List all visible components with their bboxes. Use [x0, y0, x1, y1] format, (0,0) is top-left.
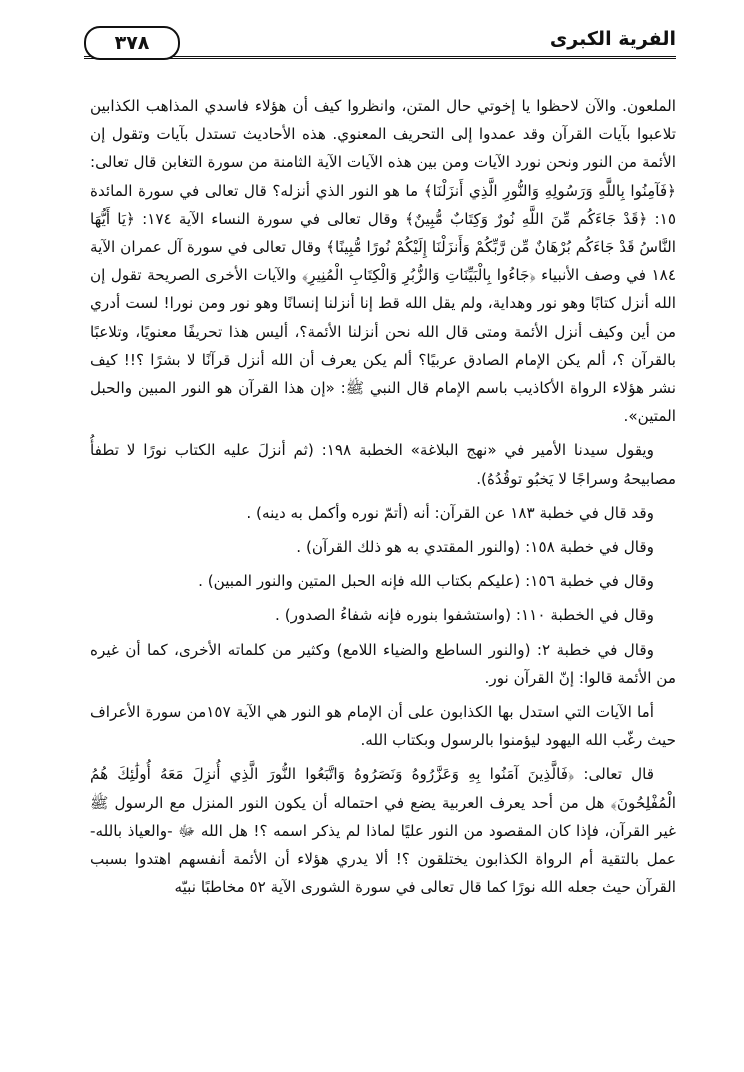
page-header	[84, 12, 676, 68]
page-number: ٣٧٨	[84, 26, 180, 60]
paragraph-9: قال تعالى: ﴿فَالَّذِينَ آمَنُوا بِهِ وَعَزَّرُوهُ وَنَصَرُوهُ وَاتَّبَعُوا النُّورَ الَّذِي أُنزِلَ مَعَهُ أُولَٰئِكَ هُمُ الْمُفْلِحُونَ﴾ هل من أحد يعرف العربية يضع في احتماله أن يكون النور المنزل مع الرسول ﷺ غير القرآن، فإذا كان المقصود من النور عليًا لماذا لم يذكر اسمه ؟! هل الله ﷻ -والعياذ بالله- عمل بالتقية أم الرواة الكذابون يختلقون ؟! ألا يدري هؤلاء أن الأئمة أنفسهم اهتدوا بسبب القرآن حيث جعله الله نورًا كما قال تعالى في سورة الشورى الآية ٥٢ مخاطبًا نبيّه	[90, 765, 676, 897]
body-text	[90, 92, 676, 901]
paragraph-2: ويقول سيدنا الأمير في «نهج البلاغة» الخطبة ١٩٨: (ثم أنزلَ عليه الكتاب نورًا لا تطفأُ مصابيحهُ وسراجًا لا يَخبُو توقُدُهُ).	[90, 441, 676, 488]
paragraph-1: الملعون. والآن لاحظوا يا إخوتي حال المتن، وانظروا كيف أن هؤلاء فاسدي المذاهب الكذابين تلاعبوا بآيات القرآن وقد عمدوا إلى التحريف المعنوي. هذه الأحاديث تستدل بآيات وتقول إن الأئمة من النور ونحن نورد الآيات ومن بين هذه الآيات الآية الثامنة من سورة التغابن قال تعالى: ﴿فَآمِنُوا بِاللَّهِ وَرَسُولِهِ وَالنُّورِ الَّذِي أَنزَلْنَا﴾ ما هو النور الذي أنزله؟ قال تعالى في سورة المائدة ١٥: ﴿قَدْ جَاءَكُم مِّنَ اللَّهِ نُورٌ وَكِتَابٌ مُّبِينٌ﴾ وقال تعالى في سورة النساء الآية ١٧٤: ﴿يَا أَيُّهَا النَّاسُ قَدْ جَاءَكُم بُرْهَانٌ مِّن رَّبِّكُمْ وَأَنزَلْنَا إِلَيْكُمْ نُورًا مُّبِينًا﴾ وقال تعالى في سورة آل عمران الآية ١٨٤ في وصف الأنبياء ﴿جَاءُوا بِالْبَيِّنَاتِ وَالزُّبُرِ وَالْكِتَابِ الْمُنِيرِ﴾ والآيات الأخرى الصريحة تقول إن الله أنزل كتابًا وهو نور وهداية، ولم يقل الله قط إنا أنزلنا إنسانًا وهو نور ومن نورا! لست أدري من أين وكيف أنزل الأئمة ومتى قال الله نحن أنزلنا الأئمة؟، أليس هذا تحريفًا معنويًا، وتلاعبًا بالقرآن ؟، ألم يكن الإمام الصادق عربيًا؟ ألم يكن يعرف أن الله أنزل قرآنًا لا بشرًا ؟!! كيف نشر هؤلاء الرواة الأكاذيب باسم الإمام قال النبي ﷺ: «إن هذا القرآن هو النور المبين والحبل المتين».	[90, 97, 676, 426]
paragraph-3: وقد قال في خطبة ١٨٣ عن القرآن: أنه (أتمّ نوره وأكمل به دينه) .	[246, 503, 654, 522]
running-title: الفرية الكبرى	[549, 28, 676, 50]
paragraph-5: وقال في خطبة ١٥٦: (عليكم بكتاب الله فإنه الحبل المتين والنور المبين) .	[198, 572, 654, 591]
paragraph-6: وقال في الخطبة ١١٠: (واستشفوا بنوره فإنه شفاءُ الصدور) .	[275, 606, 654, 625]
paragraph-7: وقال في خطبة ٢: (والنور الساطع والضياء اللامع) وكثير من كلماته الأخرى، كما أن غيره من الأئمة قالوا: إنّ القرآن نور.	[90, 640, 676, 687]
paragraph-4: وقال في خطبة ١٥٨: (والنور المقتدي به هو ذلك القرآن) .	[296, 538, 654, 557]
paragraph-8: أما الآيات التي استدل بها الكذابون على أن الإمام هو النور هي الآية ١٥٧من سورة الأعراف حيث رغّب الله اليهود ليؤمنوا بالرسول وبكتاب الله.	[90, 703, 676, 750]
